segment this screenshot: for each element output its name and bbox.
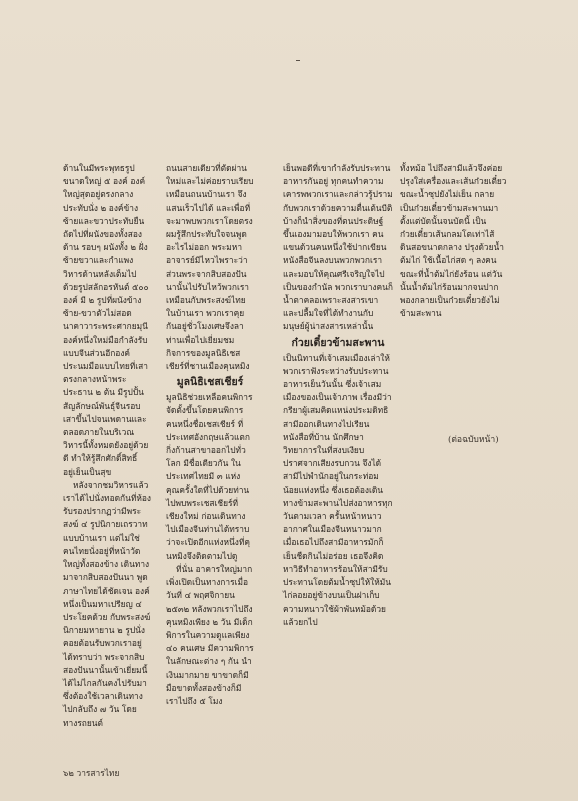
article-column-2 — [166, 162, 254, 708]
article-column-3 — [283, 162, 393, 629]
paragraph: เย็นพอดีที่เขากำลังรับประทานอาหารกันอยู่ ทุกคนทำความเคารพพวกเราและกล่าวรู้ปรามกับพวกเราด้วยความตื่นเต้นบีติบ้างก็นำสิ่งของที่ตนประดิษฐ์ขึ้นเองมามอบให้พวกเรา คนแขนด้วนคนหนึ่งใช้ปากเขียนหนังสือจีนลงบนพวกพวกเราและมอบให้คุณศรีเจริญใจไปเป็นของกำนัล พวกเราบางคนก็น้ำตาคลอเพราะสงสารเขา และปลื้มใจที่ได้ทำงานกับมนุษย์ผู้น่าสงสารเหล่านั้น — [283, 163, 393, 332]
article-column-4 — [400, 162, 508, 320]
paragraph: ที่นั่น อาคารใหญ่มากเพิ่งเปิดเป็นทางการเมื่อวันที่ ๔ พฤศจิกายน ๒๕๓๒ หลังพวกเราไปถึงคุนหมิงเพียง ๒ วัน มีเด็กพิการในความดูแลเพียง ๔๐ คนเศษ มีความพิการในลักษณะต่าง ๆ กัน นำเงินมากมาย ขาขาดก็มี มือขาดทั้งสองข้างก็มี เราไปถึง ๕ โมง — [166, 563, 254, 706]
paragraph: ถนนสายเดียวที่ตัดผ่านใหม่และไม่ค่อยราบเรียบเหมือนถนนบ้านเรา จึงแสนเร็วไปได้ และเพื่อที่จะมาพบพวกเราโดยตรงผมรู้สึกประทับใจจนพูดอะไรไม่ออก พระมหาอาจารย์มีไหวไพราะว่า ส่วนพระจากสิบสองปันนานั้นไปรับไหว้พวกเรา เหมือนกับพระสงฆ์ไทยในบ้านเรา พวกเราคุยกันอยู่ชั่วโมงเศษจึงลาท่านเพื่อไปเยี่ยมชมกิจการของมูลนิธิเชสเชียร์ที่ชานเมืองคุนหมิง — [166, 163, 254, 372]
continued-next-issue: (ต่อฉบับหน้า) — [448, 435, 499, 445]
paragraph: ทั้งหม้อ ไปถึงสามีแล้วจึงค่อยปรุงใส่เครื่องและเส้นก๋วยเตี๋ยว ขณะน้ำซุปยังไม่เย็น กลายเป็นก๋วยเตี๋ยวข้ามสะพานมาตั้งแต่บัดนั้นจนบัดนี้ เป็นก๋วยเตี๋ยวเส้นกลมโตเท่าไส้ดินสอขนาดกลาง ปรุงด้วยน้ำต้มไก่ ใช้เนื้อไก่สด ๆ ลงคนขณะที่น้ำต้มไก่ยังร้อน แต่วันนั้นน้ำต้มไก่ร้อนมากจนปากพองกลายเป็นก๋วยเตี๋ยวยังไม่ข้ามสะพาน — [400, 163, 507, 319]
paragraph: เป็นนิทานที่เจ้าเสมเมืองเล่าให้พวกเราฟังระหว่างรับประทานอาหารเย็นวันนั้น ซึ่งเจ้าเสมเมืองของเป็นเจ้าภาพ เรื่องมีว่ากรียาผู้เสมคิดแหน่งประมดิทธิสามีออกเดินทางไปเรียนหนังสือที่บ้าน นักศึกษาวิทยาการในที่สงบเงียบ ปราศจากเสียงรบกวน จึงได้สามีไปพำนักอยู่ในกระท่อมน้อยแห่งหนึ่ง ซึ่งเธอต้องเดินทางข้ามสะพานไปส่งอาหารทุกวันตามเวลา ครั้นหน้าหนาวอากาศในเมืองจีนหนาวมาก เมื่อเธอไปถึงสามีอาหารมักก็เย็นชืดกินไม่อร่อย เธอจึงคิดหาวิธีทำอาหารร้อนให้สามีรับประทานโดยต้มน้ำซุปให้ให้มันไก่ลอยอยู่ข้างบนเป็นฝาเก็บความหนาวใช้ผ้าพันหม้อด้วยแล้วยกไป — [283, 352, 393, 627]
paragraph: ด้านในมีพระพุทธรูปขนาดใหญ่ ๕ องค์ องค์ใหญ่สุดอยู่ตรงกลาง ประทับนั่ง ๒ องค์ข้างซ้ายและขวาประทับยืน ถัดไปที่ผนังของทั้งสองด้าน รอบๆ ผนังทั้ง ๒ ฝั่งซ้ายขวาและกำแพงวิหารด้านหลังเต็มไปด้วยรูปสลักอรหันต์ ๕๐๐ องค์ มี ๒ รูปที่ผนังข้างซ้าย-ขวาตัวไม่สอดนาคาวาระพระศากยมุนีองค์หนึ่งใหม่มือกำลังรับแบบจีนส่วนอีกองค์ประนมมือแบบไทยที่เสาตรงกลางหน้าพระประธาน ๒ ต้น มีรูปปั้นสัญลักษณ์พันธุ์จีนรอบเสาขึ้นไปจนเพดานและตลอดภายในบริเวณวิหารนี้ทั้งหมดยังอยู่ด้วยดี ทำให้รู้สึกศักดิ์สิทธิ์อยู่เย็นเป็นสุข — [63, 163, 149, 477]
subheading-cheshire-foundation: มูลนิธิเชสเชียร์ — [176, 376, 244, 389]
top-dash-mark — [296, 60, 300, 61]
paragraph: หลังจากชมวิหารแล้วเราได้ไปนั่งทอดกันที่ห้องรับรองปรากฏว่ามีพระสงฆ์ ๔ รูปนิกายเถรวาทแบบบ้านเรา แต่ไม่ใช่คนไทยนั่งอยู่ที่หน้าวัดใหญ่ทั้งสองข้าง เดินทางมาจากสิบสองปันนา พูดภาษาไทยได้ชัดเจน องค์หนึ่งเป็นมหาเปรียญ ๔ ประโยคด้วย กับพระสงฆ์นิกายมหายาน ๒ รูปนั่งคอยต้อนรับพวกเราอยู่ ได้ทราบว่า พระจากสิบสองปันนานั้นเข้าเยี่ยมนี้ได้ไม่ไกลกันคงไปรับมาซึ่งต้องใช้เวลาเดินทางไปกลับถึง ๗ วัน โดยทางรถยนต์ — [63, 479, 152, 728]
article-column-1 — [63, 162, 151, 730]
page-folio: ๖๒ วารสารไทย — [63, 768, 120, 778]
subheading-crossing-bridge-noodles: ก๋วยเตี๋ยวข้ามสะพาน — [291, 336, 385, 349]
paragraph: มูลนิธิช่วยเหลือคนพิการ จัดตั้งขึ้นโดยคนพิการคนหนึ่งชื่อเชสเชียร์ ที่ประเทศอังกฤษแล้วแตกกิ่งก้านสาขาออกไปทั่วโลก มีชื่อเดียวกัน ในประเทศไทยมี ๓ แห่ง คุณครั้งใดที่ไปด้วยท่านไปพบพระเชสเชียร์ที่เชียงใหม่ ก่อนเดินทางไปเมืองจีนท่านได้ทราบว่าจะเปิดอีกแห่งหนึ่งที่คุนหมิงจึงติดตามไปดู — [166, 392, 253, 561]
